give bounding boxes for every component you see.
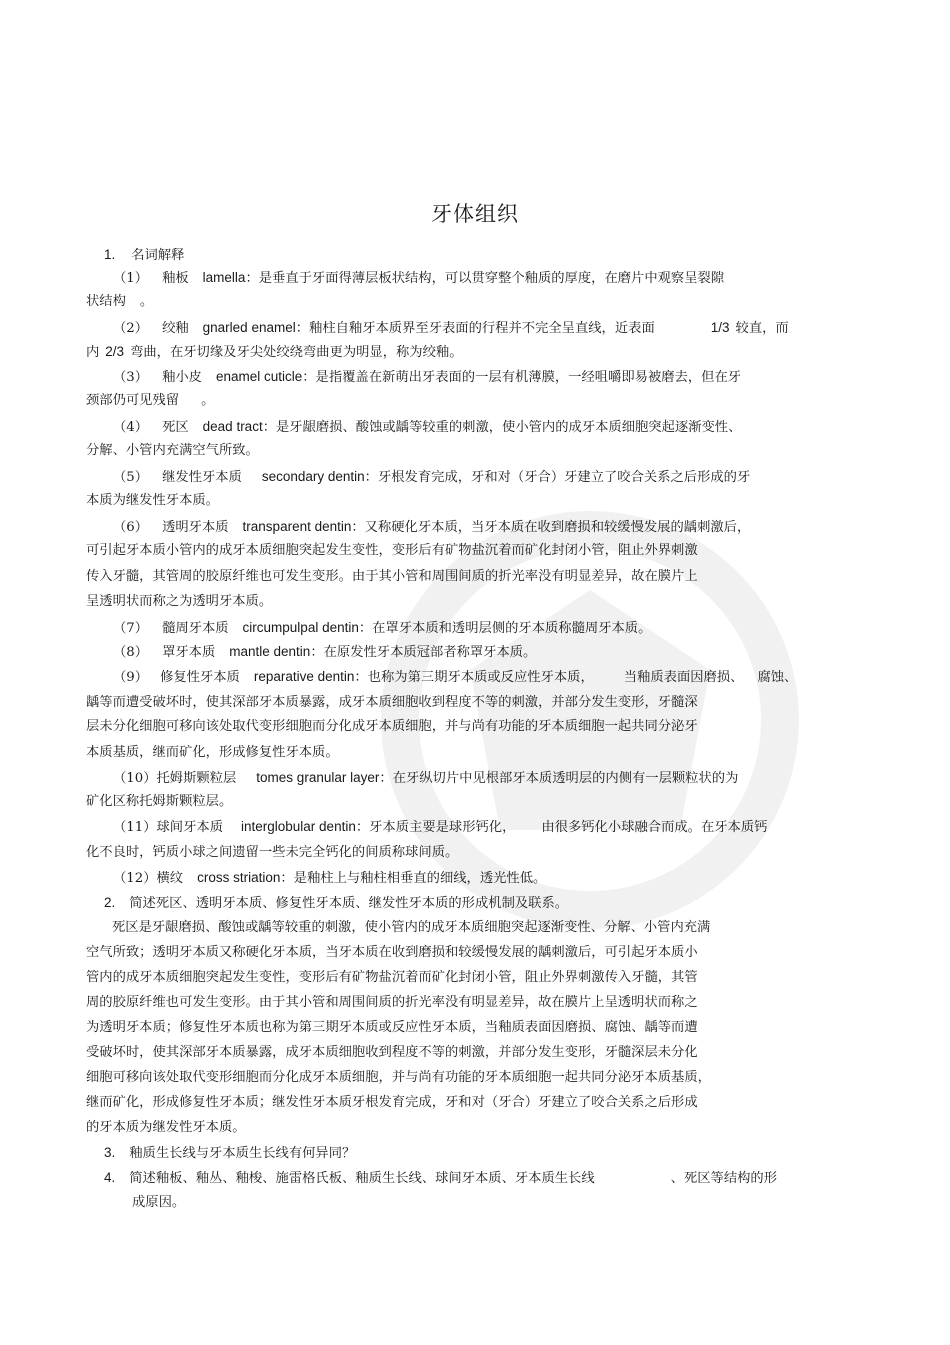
term-10-line-2: 矿化区称托姆斯颗粒层。 xyxy=(86,794,233,809)
term-6-def: ：又称硬化牙本质，当牙本质在收到磨损和较缓慢发展的龋刺激后， xyxy=(351,520,751,535)
q3-heading xyxy=(104,1145,355,1162)
term-9-line-2: 龋等而遭受破坏时，使其深部牙本质暴露，成牙本质细胞收到程度不等的刺激，并部分发生变形，牙髓深 xyxy=(86,695,698,710)
q4-heading-line-2: 成原因。 xyxy=(132,1195,186,1210)
term-12-def: ：是釉柱上与釉柱相垂直的细线，透光性低。 xyxy=(280,871,547,886)
q2-heading-text: 简述死区、透明牙本质、修复性牙本质、继发性牙本质的形成机制及联系。 xyxy=(129,896,569,911)
term-9-english: reparative dentin xyxy=(253,669,355,684)
q1-number: 1. xyxy=(104,247,116,262)
term-3-number: （3） xyxy=(113,370,149,385)
term-9-line-4: 本质基质，继而矿化，形成修复性牙本质。 xyxy=(86,745,339,760)
term-2-number: （2） xyxy=(113,321,149,336)
q2-answer-line-7: 细胞可移向该处取代变形细胞而分化成牙本质细胞，并与尚有功能的牙本质细胞一起共同分泌牙本质基质， xyxy=(86,1070,711,1085)
term-1-line-1 xyxy=(113,270,724,287)
term-12-english: cross striation xyxy=(197,870,281,885)
term-5-chinese: 继发性牙本质 xyxy=(162,470,242,485)
term-3-line-2 xyxy=(86,393,214,409)
term-1-number: （1） xyxy=(113,271,149,286)
term-6-line-3: 传入牙髓，其管周的胶原纤维也可发生变形。由于其小管和周围间质的折光率没有明显差异，故在膜片上 xyxy=(86,569,698,584)
term-3-def: ：是指覆盖在新萌出牙表面的一层有机薄膜，一经咀嚼即易被磨去，但在牙 xyxy=(302,370,742,385)
term-8-english: mantle dentin xyxy=(229,644,311,659)
term-5-line-1 xyxy=(113,469,750,486)
term-10-def: ：在牙纵切片中见根部牙本质透明层的内侧有一层颗粒状的为 xyxy=(379,771,739,786)
q2-answer-line-4: 周的胶原纤维也可发生变形。由于其小管和周围间质的折光率没有明显差异，故在膜片上呈透明状而称之 xyxy=(86,995,698,1010)
term-1-english: lamella xyxy=(202,270,246,285)
q2-answer-line-6: 受破坏时，使其深部牙本质暴露，成牙本质细胞收到程度不等的刺激，并部分发生变形，牙髓深层未分化 xyxy=(86,1045,698,1060)
term-11-def-b: 由很多钙化小球融合而成。在牙本质钙 xyxy=(541,820,768,835)
term-6-line-4: 呈透明状而称之为透明牙本质。 xyxy=(86,594,273,609)
term-2-fraction-1: 1/3 xyxy=(710,320,730,335)
term-11-chinese: 球间牙本质 xyxy=(156,820,223,835)
term-5-def: ：牙根发育完成，牙和对（牙合）牙建立了咬合关系之后形成的牙 xyxy=(364,470,751,485)
q4-number: 4. xyxy=(104,1170,116,1185)
q2-answer-line-8: 继而矿化，形成修复性牙本质；继发性牙本质牙根发育完成，牙和对（牙合）牙建立了咬合关系之后形成 xyxy=(86,1095,698,1110)
term-8-line-1 xyxy=(113,644,536,661)
term-8-def: ：在原发性牙本质冠部者称罩牙本质。 xyxy=(310,645,537,660)
term-6-line-2: 可引起牙本质小管内的成牙本质细胞突起发生变性，变形后有矿物盐沉着而矿化封闭小管，阻止外界刺激 xyxy=(86,543,698,558)
term-4-line-1 xyxy=(113,419,741,436)
term-1-period: 。 xyxy=(139,294,154,309)
term-2-def-d: 弯曲，在牙切缘及牙尖处绞绕弯曲更为明显，称为绞釉。 xyxy=(130,345,463,360)
term-1-line-2 xyxy=(86,294,153,310)
term-6-line-1 xyxy=(113,519,750,536)
term-2-line-1 xyxy=(113,320,789,337)
term-11-line-1 xyxy=(113,819,767,836)
term-11-def: ：牙本质主要是球形钙化， xyxy=(355,820,516,835)
term-7-number: （7） xyxy=(113,621,149,636)
term-11-english: interglobular dentin xyxy=(241,819,356,834)
term-4-chinese: 死区 xyxy=(162,420,189,435)
term-3-english: enamel cuticle xyxy=(215,369,303,384)
term-7-chinese: 髓周牙本质 xyxy=(162,621,229,636)
term-2-def-b: 较直，而 xyxy=(735,321,789,336)
term-9-line-1 xyxy=(113,669,797,686)
term-2-chinese: 绞釉 xyxy=(162,321,189,336)
term-3-line-1 xyxy=(113,369,741,386)
term-3-period: 。 xyxy=(201,393,215,408)
term-1-def: ：是垂直于牙面得薄层板状结构，可以贯穿整个釉质的厚度，在磨片中观察呈裂隙 xyxy=(245,271,725,286)
term-9-line-3: 层未分化细胞可移向该处取代变形细胞而分化成牙本质细胞，并与尚有功能的牙本质细胞一起共同分泌牙 xyxy=(86,719,698,734)
term-1-def-cont: 状结构 xyxy=(86,294,126,309)
term-9-def-c: 腐蚀、 xyxy=(757,670,798,685)
term-9-number: （9） xyxy=(113,670,149,685)
term-10-chinese: 托姆斯颗粒层 xyxy=(156,771,237,786)
term-4-def: ：是牙龈磨损、酸蚀或龋等较重的刺激，使小管内的成牙本质细胞突起逐渐变性、 xyxy=(262,420,742,435)
q4-heading-text-b: 、死区等结构的形 xyxy=(670,1171,778,1186)
term-2-fraction-2: 2/3 xyxy=(105,344,125,359)
term-2-line-2 xyxy=(86,344,463,361)
term-5-number: （5） xyxy=(113,470,149,485)
q4-heading xyxy=(104,1170,777,1187)
q1-heading-text: 名词解释 xyxy=(131,248,185,263)
q2-answer-line-9: 的牙本质为继发性牙本质。 xyxy=(86,1120,246,1135)
term-3-chinese: 釉小皮 xyxy=(162,370,202,385)
q4-heading-text: 简述釉板、釉丛、釉梭、施雷格氏板、釉质生长线、球间牙本质、牙本质生长线 xyxy=(129,1171,595,1186)
term-8-chinese: 罩牙本质 xyxy=(162,645,216,660)
term-7-def: ：在罩牙本质和透明层侧的牙本质称髓周牙本质。 xyxy=(358,621,652,636)
term-6-chinese: 透明牙本质 xyxy=(162,520,229,535)
q2-answer-line-2: 空气所致；透明牙本质又称硬化牙本质，当牙本质在收到磨损和较缓慢发展的龋刺激后，可引起牙本质小 xyxy=(86,945,698,960)
q2-heading xyxy=(104,895,568,912)
q3-number: 3. xyxy=(104,1145,116,1160)
term-11-line-2: 化不良时，钙质小球之间遗留一些未完全钙化的间质称球间质。 xyxy=(86,845,459,860)
term-7-line-1 xyxy=(113,620,651,637)
term-7-english: circumpulpal dentin xyxy=(242,620,359,635)
term-10-number: （10） xyxy=(113,771,157,786)
term-9-def: ：也称为第三期牙本质或反应性牙本质， xyxy=(354,670,594,685)
term-8-number: （8） xyxy=(113,645,149,660)
q2-answer-line-3: 管内的成牙本质细胞突起发生变性，变形后有矿物盐沉着而矿化封闭小管，阻止外界刺激传入牙髓，其管 xyxy=(86,970,698,985)
q2-number: 2. xyxy=(104,895,116,910)
term-4-number: （4） xyxy=(113,420,149,435)
term-6-english: transparent dentin xyxy=(242,519,352,534)
term-5-line-2: 本质为继发性牙本质。 xyxy=(86,493,219,508)
q2-answer-line-1: 死区是牙龈磨损、酸蚀或龋等较重的刺激，使小管内的成牙本质细胞突起逐渐变性、分解、小管内充满 xyxy=(112,920,711,935)
q2-answer-line-5: 为透明牙本质；修复性牙本质也称为第三期牙本质或反应性牙本质，当釉质表面因磨损、腐蚀、龋等而遭 xyxy=(86,1020,698,1035)
term-4-english: dead tract xyxy=(202,419,263,434)
term-4-line-2: 分解、小管内充满空气所致。 xyxy=(86,443,259,458)
term-2-english: gnarled enamel xyxy=(202,320,296,335)
term-1-chinese: 釉板 xyxy=(162,271,189,286)
term-12-line-1 xyxy=(113,870,546,887)
term-6-number: （6） xyxy=(113,520,149,535)
term-9-def-b: 当釉质表面因磨损、 xyxy=(623,670,744,685)
term-11-number: （11） xyxy=(113,820,157,835)
term-3-def-cont: 颈部仍可见残留 xyxy=(86,393,180,408)
term-2-def: ：釉柱自釉牙本质界至牙表面的行程并不完全呈直线，近表面 xyxy=(295,321,655,336)
term-10-english: tomes granular layer xyxy=(256,770,380,785)
term-12-chinese: 横纹 xyxy=(156,871,184,886)
term-5-english: secondary dentin xyxy=(261,469,365,484)
term-10-line-1 xyxy=(113,770,738,787)
term-12-number: （12） xyxy=(113,871,157,886)
term-2-def-c: 内 xyxy=(86,345,100,360)
page-title: 牙体组织 xyxy=(431,202,519,226)
q1-heading xyxy=(104,247,184,264)
term-9-chinese: 修复性牙本质 xyxy=(160,670,240,685)
q3-heading-text: 釉质生长线与牙本质生长线有何异同？ xyxy=(129,1146,356,1161)
